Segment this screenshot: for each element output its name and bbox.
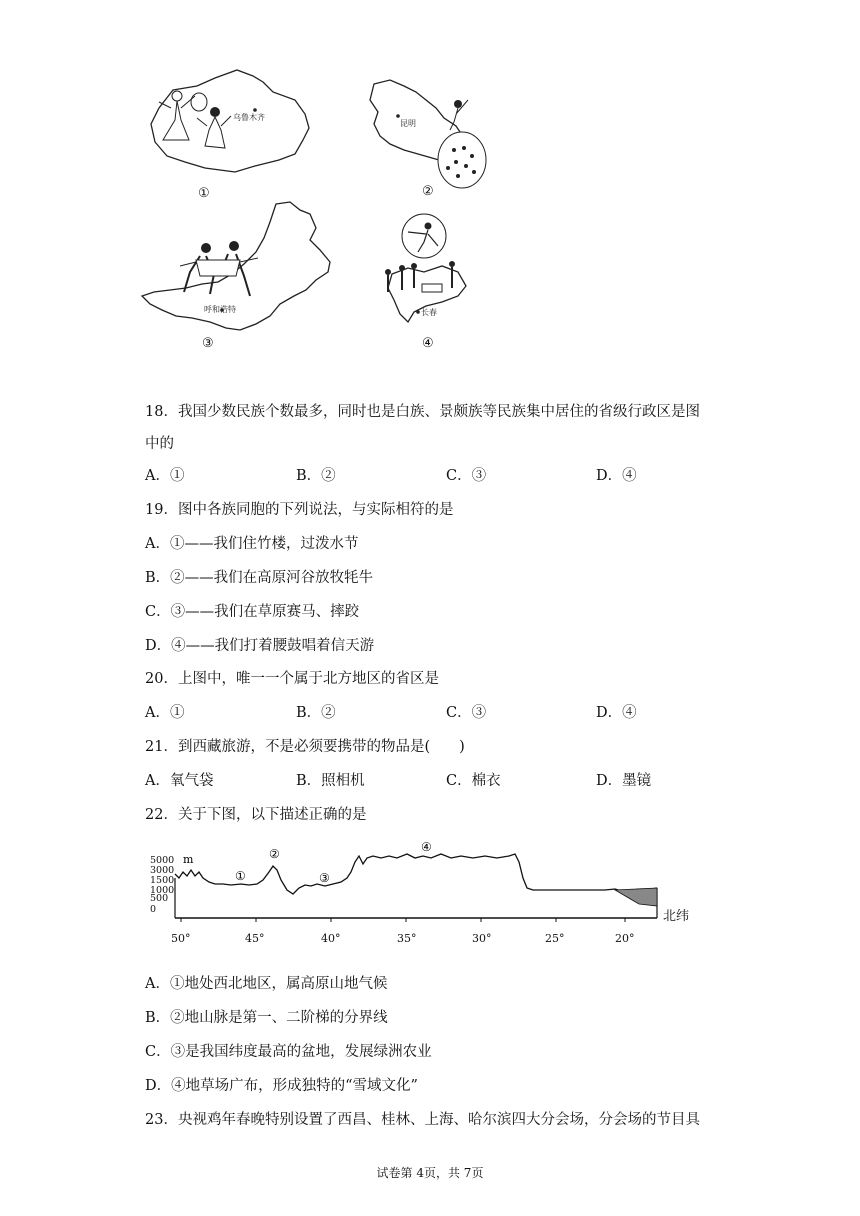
x-axis-label: 北纬	[663, 909, 690, 924]
q18-option-c[interactable]: C．③	[446, 468, 487, 484]
q18-option-d[interactable]: D．④	[596, 468, 637, 484]
question-20-stem: 20．上图中，唯一一个属于北方地区的省区是	[145, 671, 439, 687]
q22-option-b[interactable]: B．②地山脉是第一、二阶梯的分界线	[145, 1010, 388, 1026]
question-19-stem: 19．图中各族同胞的下列说法，与实际相符的是	[145, 502, 454, 518]
profile-marker-1: ①	[235, 869, 246, 883]
y-unit-label: m	[183, 853, 194, 866]
x-tick: 35°	[397, 932, 417, 945]
y-tick: 1500	[150, 875, 175, 886]
map-city-label: 昆明	[400, 119, 416, 128]
q20-option-b[interactable]: B．②	[296, 705, 336, 721]
map-city-label: 乌鲁木齐	[233, 113, 265, 122]
q20-option-c[interactable]: C．③	[446, 705, 487, 721]
question-22-stem: 22．关于下图，以下描述正确的是	[145, 807, 367, 823]
xinjiang-outline-map	[145, 68, 315, 203]
terrain-profile-svg	[145, 838, 705, 953]
yunnan-outline-map	[360, 78, 500, 198]
map-caption-4: ④	[422, 336, 434, 351]
question-18-line-1: 18．我国少数民族个数最多，同时也是白族、景颇族等民族集中居住的省级行政区是图	[145, 404, 700, 420]
map-caption-1: ①	[198, 186, 210, 201]
y-tick: 500	[150, 893, 169, 904]
q19-option-b[interactable]: B．②——我们在高原河谷放牧牦牛	[145, 570, 374, 586]
x-axis-ticks	[171, 932, 635, 945]
q19-option-a[interactable]: A．①——我们住竹楼，过泼水节	[145, 536, 359, 552]
q19-option-c[interactable]: C．③——我们在草原赛马、摔跤	[145, 604, 360, 620]
q19-option-d[interactable]: D．④——我们打着腰鼓唱着信天游	[145, 638, 375, 654]
x-tick: 50°	[171, 932, 191, 945]
q22-option-d[interactable]: D．④地草场广布，形成独特的“雪域文化”	[145, 1078, 418, 1094]
x-tick: 45°	[245, 932, 265, 945]
question-23-stem: 23．央视鸡年春晚特别设置了西昌、桂林、上海、哈尔滨四大分会场，分会场的节目具	[145, 1112, 700, 1128]
q18-option-b[interactable]: B．②	[296, 468, 336, 484]
map-figure-3	[140, 200, 340, 335]
map-caption-2: ②	[422, 184, 434, 199]
page-footer: 试卷第 4页，共 7页	[376, 1166, 484, 1180]
elevation-line	[175, 854, 657, 894]
profile-marker-4: ④	[421, 840, 432, 854]
map-caption-3: ③	[202, 336, 214, 351]
map-city-label: 长春	[421, 308, 437, 317]
map-figure-4	[378, 212, 478, 337]
x-tick: 25°	[545, 932, 565, 945]
terrain-profile-figure	[145, 838, 705, 953]
sea-hatch-area	[615, 888, 657, 906]
profile-marker-3: ③	[319, 871, 330, 885]
profile-marker-2: ②	[269, 847, 280, 861]
q20-option-d[interactable]: D．④	[596, 705, 637, 721]
x-tick: 30°	[472, 932, 492, 945]
inner-mongolia-outline-map	[140, 200, 340, 335]
q21-option-d[interactable]: D．墨镜	[596, 773, 652, 789]
q21-option-b[interactable]: B．照相机	[296, 773, 365, 789]
q22-option-a[interactable]: A．①地处西北地区，属高原山地气候	[145, 976, 388, 992]
question-21-stem: 21．到西藏旅游，不是必须要携带的物品是( )	[145, 739, 465, 755]
y-tick: 3000	[150, 865, 175, 876]
q21-option-a[interactable]: A．氧气袋	[145, 773, 214, 789]
map-city-label: 呼和浩特	[204, 305, 236, 314]
y-tick: 5000	[150, 855, 175, 866]
q21-option-c[interactable]: C．棉衣	[446, 773, 501, 789]
q18-option-a[interactable]: A．①	[145, 468, 185, 484]
x-tick: 40°	[321, 932, 341, 945]
q20-option-a[interactable]: A．①	[145, 705, 185, 721]
question-18-line-2: 中的	[145, 436, 174, 452]
y-axis-ticks	[150, 855, 174, 915]
q22-option-c[interactable]: C．③是我国纬度最高的盆地，发展绿洲农业	[145, 1044, 432, 1060]
y-tick: 1000	[150, 885, 175, 896]
map-figure-1	[145, 68, 315, 203]
map-figure-2	[360, 78, 500, 198]
x-tick: 20°	[615, 932, 635, 945]
jilin-outline-map	[378, 212, 478, 337]
y-tick: 0	[150, 904, 157, 915]
